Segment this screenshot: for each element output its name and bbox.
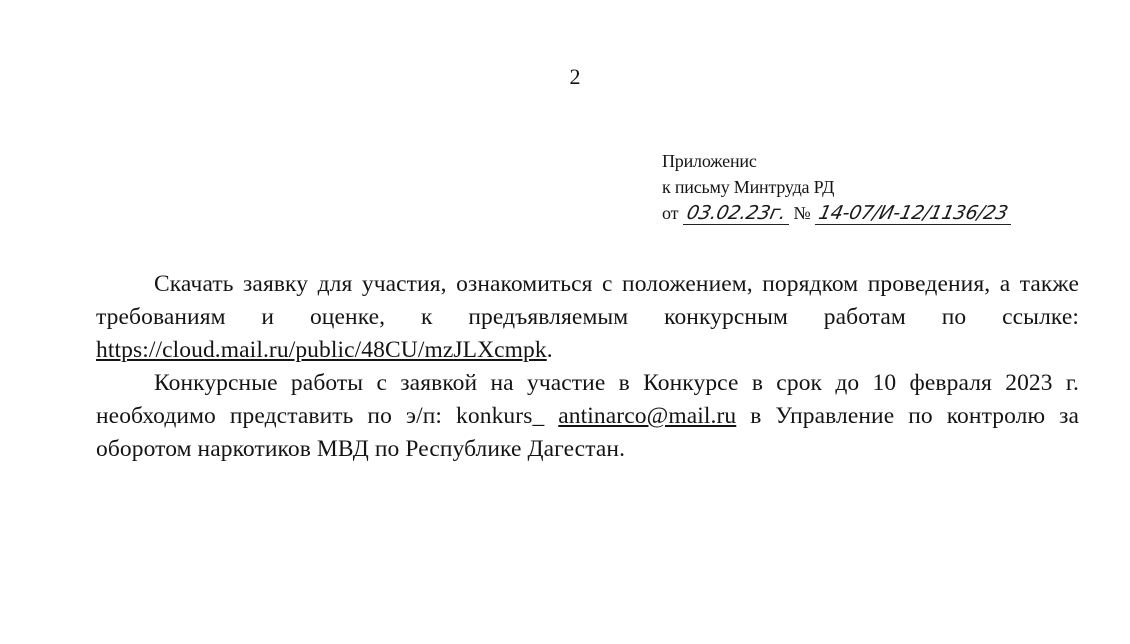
page-number: 2 xyxy=(569,64,581,89)
cloud-link[interactable]: https://cloud.mail.ru/public/48CU/mzJLXcmpk xyxy=(96,337,547,363)
appendix-title: Приложенис xyxy=(662,151,757,171)
paragraph-submission xyxy=(96,367,1079,466)
handwritten-number: 14-07/И-12/1136/23 xyxy=(816,202,1010,224)
paragraph-download-end: . xyxy=(546,337,553,363)
appendix-letter-ref: к письму Минтруда РД xyxy=(662,177,835,197)
handwritten-date: 03.02.23г. xyxy=(684,202,788,224)
paragraph-download-text: Скачать заявку для участия, ознакомиться с положением, порядком проведения, а также требованиям и оценке, к предъявляемым конкурсным работам по ссылке: xyxy=(96,271,1079,330)
number-label: № xyxy=(793,203,811,223)
paragraph-download xyxy=(96,268,1079,367)
email-prefix: konkurs_ xyxy=(456,403,559,429)
email-link[interactable]: antinarco@mail.ru xyxy=(558,403,737,429)
document-body xyxy=(96,268,1079,466)
paragraph-submission-text: Конкурсные работы с заявкой на участие в Конкурсе в срок до 10 февраля 2023 г. необходимо представить по э/п: xyxy=(96,370,1079,429)
number-field xyxy=(815,202,1012,225)
appendix-date-number-line xyxy=(662,200,1011,226)
from-label: от xyxy=(662,203,679,223)
appendix-block xyxy=(662,148,1011,226)
date-field xyxy=(683,202,790,225)
paragraph-submission-end: в Управление по контролю за оборотом наркотиков МВД по Республике Дагестан. xyxy=(96,403,1080,462)
